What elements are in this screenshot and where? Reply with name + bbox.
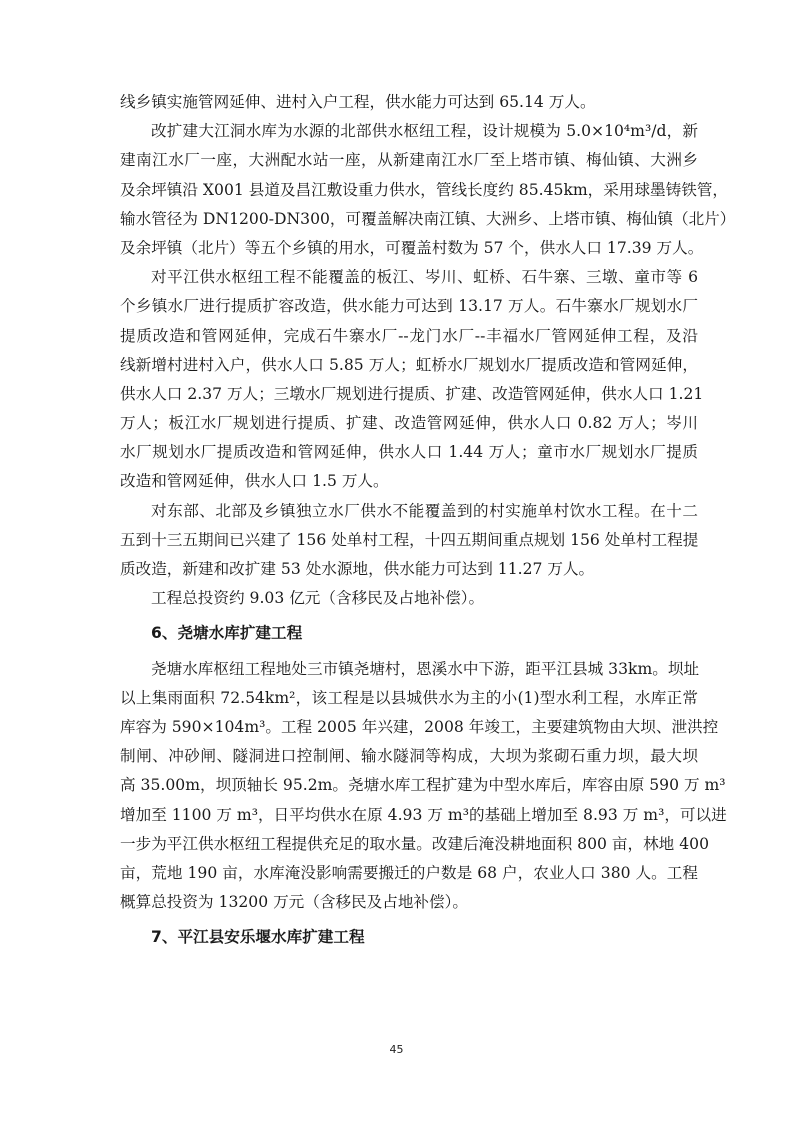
text-line: 亩，荒地 190 亩，水库淹没影响需要搬迁的户数是 68 户，农业人口 380 人。工程 xyxy=(120,863,698,882)
paragraph xyxy=(120,263,704,497)
text-line: 五到十三五期间已兴建了 156 处单村工程，十四五期间重点规划 156 处单村工程提 xyxy=(120,530,699,549)
text-line: 改扩建大江洞水库为水源的北部供水枢纽工程，设计规模为 5.0×10⁴m³/d，新 xyxy=(151,122,698,141)
text-line: 对平江供水枢纽工程不能覆盖的板江、岑川、虹桥、石牛寨、三墩、童市等 6 xyxy=(151,268,698,287)
text-line: 水厂规划水厂提质改造和管网延伸，供水人口 1.44 万人；童市水厂规划水厂提质 xyxy=(120,443,698,462)
text-line: 高 35.00m，坝顶轴长 95.2m。尧塘水库工程扩建为中型水库后，库容由原 590 万 m³ xyxy=(120,776,726,795)
text-line: 线乡镇实施管网延伸、进村入户工程，供水能力可达到 65.14 万人。 xyxy=(120,93,596,111)
text-line: 及余坪镇沿 X001 县道及昌江敷设重力供水，管线长度约 85.45km，采用球墨铸铁管， xyxy=(120,180,729,199)
text-line: 提质改造和管网延伸，完成石牛寨水厂--龙门水厂--丰福水厂管网延伸工程，及沿 xyxy=(120,326,698,345)
paragraph xyxy=(120,584,698,613)
section-heading: 7、平江县安乐堰水库扩建工程 xyxy=(151,928,365,947)
text-line: 及余坪镇（北片）等五个乡镇的用水，可覆盖村数为 57 个，供水人口 17.39 万人。 xyxy=(120,238,704,257)
text-line: 以上集雨面积 72.54km²，该工程是以县城供水为主的小(1)型水利工程，水库正常 xyxy=(120,688,698,707)
text-line: 建南江水厂一座，大洲配水站一座，从新建南江水厂至上塔市镇、梅仙镇、大洲乡 xyxy=(120,151,698,170)
page-number: 45 xyxy=(389,1043,404,1056)
section-heading: 6、尧塘水库扩建工程 xyxy=(151,624,303,643)
text-line: 工程总投资约 9.03 亿元（含移民及占地补偿）。 xyxy=(151,589,485,608)
text-line: 改造和管网延伸，供水人口 1.5 万人。 xyxy=(120,472,389,491)
text-line: 一步为平江供水枢纽工程提供充足的取水量。改建后淹没耕地面积 800 亩，林地 400 xyxy=(120,834,709,853)
text-line: 概算总投资为 13200 万元（含移民及占地补偿）。 xyxy=(120,893,469,912)
paragraph xyxy=(120,655,727,918)
text-line: 对东部、北部及乡镇独立水厂供水不能覆盖到的村实施单村饮水工程。在十二 xyxy=(151,501,698,520)
paragraph xyxy=(120,497,698,585)
document-body xyxy=(120,88,736,958)
text-line: 万人；板江水厂规划进行提质、扩建、改造管网延伸，供水人口 0.82 万人；岑川 xyxy=(120,414,698,433)
text-line: 供水人口 2.37 万人；三墩水厂规划进行提质、扩建、改造管网延伸，供水人口 1.21 xyxy=(120,384,704,403)
paragraph xyxy=(120,88,698,117)
text-line: 个乡镇水厂进行提质扩容改造，供水能力可达到 13.17 万人。石牛寨水厂规划水厂 xyxy=(120,297,698,316)
text-line: 库容为 590×104m³。工程 2005 年兴建，2008 年竣工，主要建筑物由大坝、泄洪控 xyxy=(120,717,719,736)
text-line: 尧塘水库枢纽工程地处三市镇尧塘村，恩溪水中下游，距平江县城 33km。坝址 xyxy=(151,659,700,678)
text-line: 输水管径为 DN1200-DN300，可覆盖解决南江镇、大洲乡、上塔市镇、梅仙镇（北片） xyxy=(120,209,736,228)
text-line: 制闸、冲砂闸、隧洞进口控制闸、输水隧洞等构成，大坝为浆砌石重力坝，最大坝 xyxy=(120,747,698,766)
text-line: 线新增村进村入户，供水人口 5.85 万人；虹桥水厂规划水厂提质改造和管网延伸， xyxy=(120,355,698,374)
paragraph xyxy=(120,117,736,263)
text-line: 质改造，新建和改扩建 53 处水源地，供水能力可达到 11.27 万人。 xyxy=(120,560,595,578)
text-line: 增加至 1100 万 m³，日平均供水在原 4.93 万 m³的基础上增加至 8.93 万 m³，可以进 xyxy=(120,805,727,824)
